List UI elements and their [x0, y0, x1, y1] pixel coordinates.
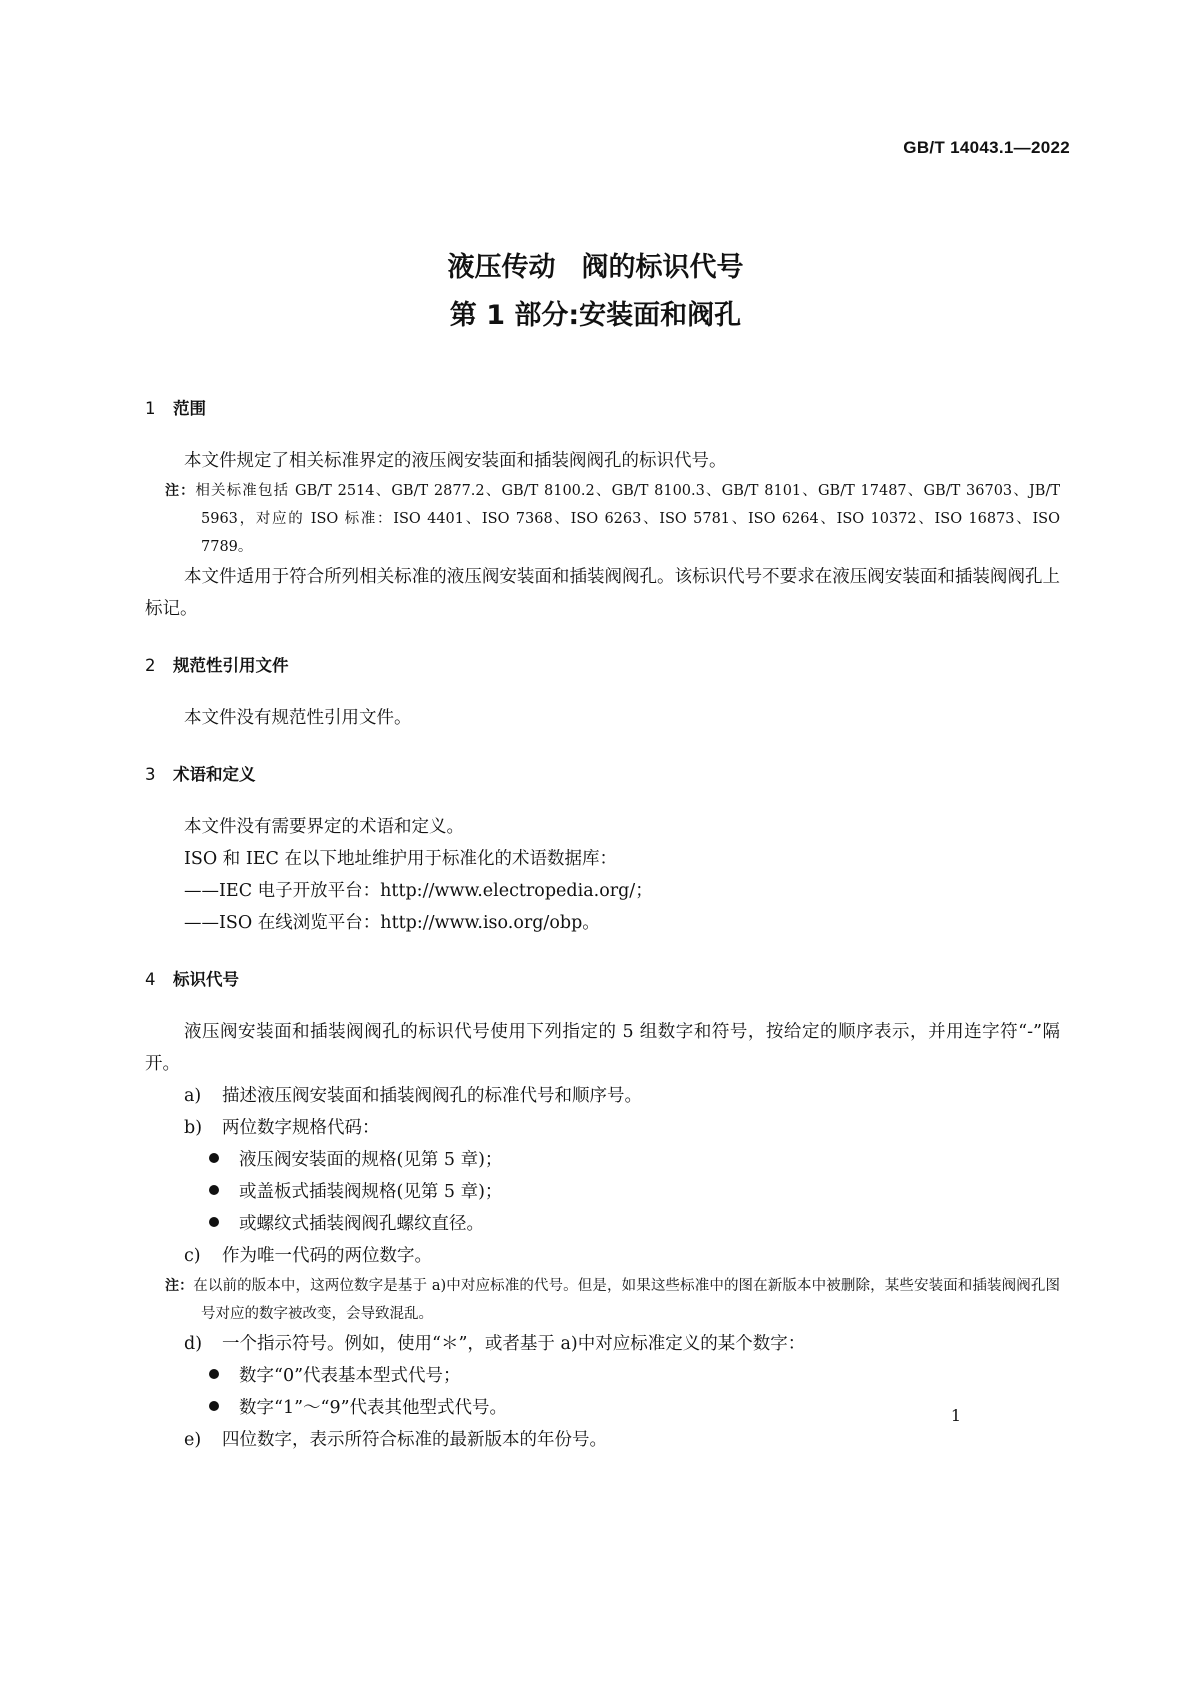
sec2-paragraph-1: 本文件没有规范性引用文件。: [184, 708, 412, 728]
bullet-text: 数字“1”～“9”代表其他型式代号。: [239, 1398, 508, 1418]
page-number: 1: [950, 1406, 961, 1425]
bullet-icon: [209, 1185, 219, 1195]
document-body: [145, 398, 1060, 1456]
section-number: 1: [145, 399, 156, 418]
section-title: 规范性引用文件: [173, 656, 289, 675]
sec3-link-iec: ——IEC 电子开放平台：http://www.electropedia.org/；: [184, 881, 653, 901]
list-text: 两位数字规格代码：: [222, 1118, 380, 1138]
list-item-b: [145, 1112, 1060, 1144]
list-item-c: [145, 1240, 1060, 1272]
section-title: 术语和定义: [173, 765, 256, 784]
bullet-icon: [209, 1401, 219, 1411]
bullet-item: [145, 1176, 1060, 1208]
bullet-item: [145, 1208, 1060, 1240]
list-text: 一个指示符号。例如，使用“＊”，或者基于 a)中对应标准定义的某个数字：: [222, 1334, 806, 1354]
bullet-icon: [209, 1369, 219, 1379]
sec3-link-iso: ——ISO 在线浏览平台：http://www.iso.org/obp。: [184, 913, 600, 933]
bullet-item: [145, 1360, 1060, 1392]
document-title: [0, 244, 1191, 340]
sec1-paragraph-1: 本文件规定了相关标准界定的液压阀安装面和插装阀阀孔的标识代号。: [184, 451, 727, 471]
bullet-icon: [209, 1217, 219, 1227]
bullet-text: 数字“0”代表基本型式代号；: [239, 1366, 461, 1386]
list-marker: d): [184, 1334, 203, 1354]
sec3-paragraph-1: 本文件没有需要界定的术语和定义。: [184, 817, 464, 837]
section-4-heading: [145, 969, 1060, 991]
list-marker: a): [184, 1086, 202, 1106]
bullet-text: 液压阀安装面的规格(见第 5 章)；: [239, 1150, 503, 1170]
list-text: 作为唯一代码的两位数字。: [222, 1246, 432, 1266]
list-marker: b): [184, 1118, 203, 1138]
section-title: 范围: [173, 399, 206, 418]
note-text: 在以前的版本中，这两位数字是基于 a)中对应标准的代号。但是，如果这些标准中的图在新版本中被删除，某些安装面和插装阀阀孔图号对应的数字被改变，会导致混乱。: [193, 1278, 1061, 1322]
sec4-paragraph-1: 液压阀安装面和插装阀阀孔的标识代号使用下列指定的 5 组数字和符号，按给定的顺序表示，并用连字符“-”隔开。: [145, 1022, 1060, 1074]
sec1-paragraph-2: 本文件适用于符合所列相关标准的液压阀安装面和插装阀阀孔。该标识代号不要求在液压阀安装面和插装阀阀孔上标记。: [145, 567, 1060, 619]
section-2-heading: [145, 655, 1060, 677]
list-item-e: [145, 1424, 1060, 1456]
note-label: 注：: [165, 483, 196, 499]
note-label: 注：: [165, 1278, 194, 1294]
section-number: 3: [145, 765, 156, 784]
list-text: 四位数字，表示所符合标准的最新版本的年份号。: [222, 1430, 607, 1450]
section-1-heading: [145, 398, 1060, 420]
bullet-item: [145, 1144, 1060, 1176]
title-line-1: [0, 244, 1191, 292]
list-marker: e): [184, 1430, 202, 1450]
section-3-heading: [145, 764, 1060, 786]
sec1-note: [145, 477, 1060, 561]
list-item-a: [145, 1080, 1060, 1112]
section-number: 4: [145, 970, 156, 989]
title-sub: 阀的标识代号: [581, 252, 744, 283]
note-text: 相关标准包括 GB/T 2514、GB/T 2877.2、GB/T 8100.2、GB/T 8100.3、GB/T 8101、GB/T 17487、GB/T 36703、JB/T 5963，对应的 ISO 标准：ISO 4401、ISO 7368、ISO 6263、ISO 5781、ISO 6264、ISO 10372、ISO 16873、ISO 7789。: [195, 483, 1061, 555]
title-line-2: 第 1 部分:安装面和阀孔: [449, 300, 742, 331]
title-main: 液压传动: [447, 252, 556, 283]
section-title: 标识代号: [173, 970, 239, 989]
list-marker: c): [184, 1246, 201, 1266]
bullet-text: 或螺纹式插装阀阀孔螺纹直径。: [239, 1214, 484, 1234]
section-number: 2: [145, 656, 156, 675]
bullet-text: 或盖板式插装阀规格(见第 5 章)；: [239, 1182, 503, 1202]
list-item-d: [145, 1328, 1060, 1360]
list-text: 描述液压阀安装面和插装阀阀孔的标准代号和顺序号。: [222, 1086, 642, 1106]
standard-code: GB/T 14043.1—2022: [903, 138, 1070, 157]
sec3-paragraph-2: ISO 和 IEC 在以下地址维护用于标准化的术语数据库：: [184, 849, 618, 869]
sec4-note: [145, 1272, 1060, 1328]
bullet-icon: [209, 1153, 219, 1163]
bullet-item: [145, 1392, 1060, 1424]
